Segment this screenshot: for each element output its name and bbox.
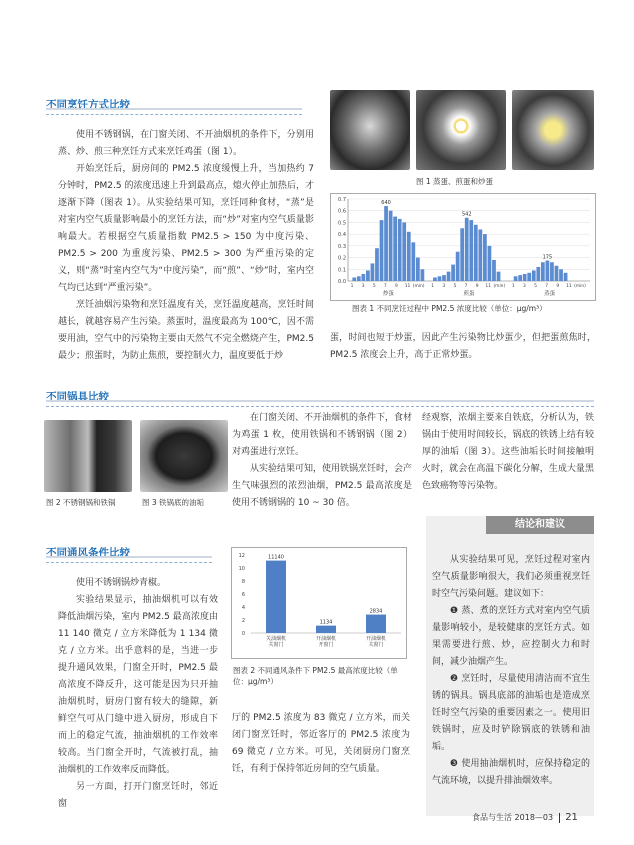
- chart1-ytick-label: 0.2: [338, 255, 346, 262]
- cookware-middle-column: [232, 410, 412, 512]
- chart1-peak-label: 640: [381, 200, 391, 207]
- chart1-xtick-label: 1: [350, 284, 354, 289]
- methods-paragraph-3-continued: 蛋，时间也短于炒蛋，因此产生污染物比炒蛋少，但把蛋煎焦时，PM2.5 浓度会上升，高于正常炒蛋。: [330, 333, 596, 360]
- chart2-category-label: 关窗门: [268, 642, 284, 648]
- conclusion-item-3: ❸ 使用抽油烟机时，应保持稳定的气流环境，以提升排油烟效率。: [432, 759, 590, 786]
- conclusion-item-1: ❶ 蒸、煮的烹饪方式对室内空气质量影响较小，是较健康的烹饪方式。如果需要进行煎、炒，应控制火力和时间，减少油烟产生。: [432, 606, 590, 667]
- chart2-value-label: 11140: [268, 554, 284, 561]
- chart1-bar: [393, 217, 397, 281]
- chart1-bar: [402, 222, 406, 281]
- figure2-caption: 图 2 不锈钢锅和铁锅: [46, 498, 116, 507]
- chart1-ytick-label: 0.5: [338, 220, 346, 227]
- section-rule-methods: [46, 108, 302, 115]
- section-rule-cookware: [46, 400, 594, 407]
- chart1-bar: [361, 274, 365, 281]
- chart1-bar: [514, 276, 518, 281]
- methods-continuation: [330, 330, 596, 364]
- chart1-bar: [442, 275, 446, 281]
- cookware-paragraph-2: 从实验结果可知，使用铁锅烹饪时，会产生气味强烈的浓烈油烟，PM2.5 最高浓度是使用不锈钢锅的 10 ~ 30 倍。: [232, 464, 413, 508]
- chart1-bar: [416, 258, 420, 281]
- chart2-bar: [266, 561, 286, 633]
- chart1-bar: [398, 219, 402, 281]
- chart1-bar: [407, 232, 411, 281]
- methods-paragraph-2: 开始烹饪后，厨房间的 PM2.5 浓度缓慢上升，当加热约 7 分钟时，PM2.5 的浓度迅速上升到最高点，熄火停止加热后，才逐渐下降（图表 1）。从实验结果可知，烹饪同种食材，“蒸”是对室内空气质量影响最小的烹饪方法，而“炒”对室内空气质量影响最大。若根据空气质量指数 PM2.5 > 150 为中度污染、PM2.5 > 200 为重度污染、PM2.5 > 300 为严重污染的定义，则“蒸”时室内空气为“中度污染”，而“煎”、“炒”时，室内空气均已达到“严重污染”。: [58, 164, 314, 293]
- chart2-ytick-label: 10: [238, 566, 245, 572]
- chart2-bar: [316, 626, 336, 633]
- chart1-bar: [474, 225, 478, 281]
- chart1-bar: [389, 211, 393, 281]
- chart1-bar: [518, 275, 522, 281]
- chart1-xtick-label: (min): [574, 284, 586, 289]
- chart1-bar: [541, 262, 545, 281]
- chart1-bar: [438, 276, 442, 281]
- chart2-caption: 图表 2 不同通风条件下 PM2.5 最高浓度比较（单位：μg/m³）: [233, 666, 398, 686]
- chart2-category-label: 开油烟机: [315, 636, 337, 642]
- chart1-bar: [523, 274, 527, 281]
- chart1-xtick-label: 7: [383, 284, 387, 289]
- chart1-xtick-label: 7: [464, 284, 468, 289]
- chart-pm25-ventilation: [231, 547, 407, 659]
- photo-stainless-and-iron-wok: [44, 420, 132, 492]
- conclusion-body: [432, 552, 590, 790]
- chart2-ytick-label: 2: [241, 618, 245, 624]
- chart1-ytick-label: 0.0: [338, 279, 346, 285]
- chart1-xtick-label: 5: [534, 284, 537, 289]
- chart1-bar: [451, 265, 455, 281]
- chart1-bar: [411, 242, 415, 281]
- ventilation-paragraph-3: 另一方面，打开门窗烹饪时，邻近窗: [58, 782, 218, 809]
- chart1-bar: [483, 234, 487, 281]
- chart1-caption: 图表 1 不同烹饪过程中 PM2.5 浓度比较（单位：μg/m³）: [352, 304, 547, 313]
- footer-divider: [559, 813, 560, 823]
- ventilation-paragraph-1: 使用不锈钢锅炒青椒。: [76, 578, 167, 588]
- chart1-xtick-label: 3: [442, 284, 446, 289]
- chart1-xtick-label: 11: [404, 284, 411, 289]
- ventilation-middle-column: [232, 710, 410, 778]
- chart1-group-label: 炒蛋: [382, 291, 394, 297]
- chart2-category-label: 关油烟机: [265, 636, 287, 642]
- footer-page-number: 21: [565, 812, 578, 823]
- footer-magazine: 食品与生活: [472, 813, 512, 822]
- chart1-bar: [433, 277, 437, 281]
- cookware-right-column: [422, 410, 594, 495]
- chart1-ytick-label: 0.4: [338, 232, 346, 239]
- section-rule-ventilation: [46, 556, 212, 563]
- chart2-bar: [366, 615, 386, 633]
- ventilation-left-column: [58, 575, 218, 813]
- chart1-peak-label: 542: [461, 211, 472, 218]
- chart2-ytick-label: 8: [241, 579, 245, 585]
- chart1-bar: [460, 228, 464, 281]
- chart2-value-label: 1134: [319, 619, 333, 626]
- photo-steamed-egg-wok: [330, 90, 410, 170]
- chart2-category-label: 开油烟机: [365, 636, 387, 642]
- chart1-bar: [546, 261, 550, 282]
- chart1-group-label: 煎蛋: [463, 291, 475, 297]
- chart1-bar: [421, 269, 425, 281]
- section-heading-methods: 不同烹饪方式比较: [46, 99, 130, 111]
- page-footer: [472, 812, 578, 823]
- chart1-bar: [366, 270, 370, 281]
- chart1-xtick-label: 7: [545, 284, 549, 289]
- photo-iron-wok-grease: [140, 420, 228, 492]
- chart2-ytick-label: 4: [241, 605, 245, 611]
- chart2-ytick-label: 0: [241, 631, 245, 637]
- footer-issue: 2018—03: [514, 813, 554, 822]
- cookware-paragraph-3: 经观察，浓烟主要来自铁底，分析认为，铁锅由于使用时间较长，锅底的铁锈上结有较厚的油垢（图 3）。这些油垢长时间接触明火时，就会在高温下碳化分解，生成大量黑色致癌物等污染物。: [422, 413, 594, 491]
- chart1-bar: [469, 220, 473, 281]
- chart1-xtick-label: (min): [493, 284, 506, 289]
- chart1-bar: [357, 276, 361, 281]
- section-heading-ventilation: 不同通风条件比较: [46, 547, 130, 559]
- chart1-xtick-label: 1: [511, 284, 515, 289]
- chart1-bar: [564, 273, 568, 281]
- photo-scrambled-egg-pan: [512, 90, 594, 170]
- chart1-bar: [375, 248, 379, 281]
- chart1-bar: [380, 220, 384, 281]
- chart1-ytick-label: 0.1: [338, 267, 346, 274]
- conclusion-heading: 结论和建议: [515, 519, 565, 530]
- chart2-ytick-label: 6: [241, 592, 245, 598]
- chart2-ytick-label: 12: [238, 553, 245, 559]
- chart1-bar: [527, 273, 531, 281]
- ventilation-paragraph-2: 实验结果显示，抽油烟机可以有效降低油烟污染，室内 PM2.5 最高浓度由 11 140 微克 / 立方米降低为 1 134 微克 / 立方米。出乎意料的是，当进一步提升通风效果，门窗全开时，PM2.5 最高浓度不降反升，这可能是因为只开抽油烟机时，厨房门窗有较大的缝隙，新鲜空气可从门缝中进入厨房，形成自下而上的稳定气流，抽油烟机的工作效率较高。当门窗全开时，气流被打乱，抽油烟机的工作效率反而降低。: [58, 595, 218, 775]
- cookware-paragraph-1: 在门窗关闭、不开油烟机的条件下，食材为鸡蛋 1 枚，使用铁锅和不锈钢锅（图 2）对鸡蛋进行烹饪。: [232, 413, 413, 457]
- chart1-bar: [456, 252, 460, 281]
- chart1-xtick-label: 9: [475, 284, 479, 289]
- chart1-xtick-label: 3: [523, 284, 526, 289]
- section-heading-cookware: 不同锅具比较: [46, 391, 109, 403]
- chart1-xtick-label: 5: [372, 284, 376, 289]
- methods-paragraph-3: 烹饪油烟污染物和烹饪温度有关，烹饪温度越高，烹饪时间越长，就越容易产生污染。蒸蛋时，温度最高为 100℃，因不需要用油，空气中的污染物主要由天然气不完全燃烧产生，PM2.5 最少；煎蛋时，为防止焦煎，要控制火力，温度要低于炒: [58, 300, 314, 361]
- chart1-xtick-label: (min): [412, 284, 425, 289]
- chart1-bar: [465, 218, 469, 281]
- chart2-category-label: 开窗门: [318, 642, 334, 648]
- chart1-xtick-label: 3: [361, 284, 365, 289]
- chart1-bar: [532, 270, 536, 281]
- chart1-bar: [447, 272, 451, 281]
- chart1-ytick-label: 0.3: [338, 243, 346, 250]
- chart1-ytick-label: 0.6: [338, 208, 346, 215]
- chart2-value-label: 2834: [369, 608, 383, 615]
- conclusion-item-2: ❷ 烹饪时，尽量使用清洁而不宜生锈的锅具。锅具底部的油垢也是造成烹饪时空气污染的重要因素之一。使用旧铁锅时，应及时铲除锅底的铁锈和油垢。: [432, 674, 590, 752]
- figure3-caption: 图 3 铁锅底的油垢: [142, 498, 205, 507]
- chart1-bar: [550, 262, 554, 281]
- chart1-xtick-label: 9: [395, 284, 398, 289]
- chart1-xtick-label: 9: [556, 284, 560, 289]
- chart1-bar: [559, 269, 563, 281]
- chart1-bar: [555, 266, 559, 281]
- chart1-peak-label: 175: [542, 254, 553, 261]
- chart1-xtick-label: 11: [485, 284, 492, 289]
- chart1-ytick-label: 0.7: [338, 197, 346, 203]
- chart2-category-label: 关窗门: [368, 642, 384, 648]
- photo-fried-egg-pan: [416, 90, 506, 170]
- conclusion-intro: 从实验结果可见，烹饪过程对室内空气质量影响很大，我们必须重视烹饪时空气污染问题。建议如下：: [432, 555, 590, 599]
- chart1-bar: [497, 272, 501, 281]
- chart-pm25-cooking: [330, 193, 596, 301]
- chart1-bar: [352, 277, 356, 281]
- chart1-bar: [478, 229, 482, 281]
- conclusion-box: [426, 516, 594, 816]
- chart1-bar: [371, 263, 375, 281]
- figure1-caption: 图 1 蒸蛋、煎蛋和炒蛋: [416, 177, 494, 186]
- chart1-xtick-label: 1: [431, 284, 435, 289]
- conclusion-heading-bar: [486, 516, 594, 534]
- chart1-bar: [384, 206, 388, 281]
- ventilation-paragraph-4: 厅的 PM2.5 浓度为 83 微克 / 立方米，而关闭门窗烹饪时，邻近客厅的 PM2.5 浓度为 69 微克 / 立方米。可见，关闭厨房门窗烹饪，有利于保持邻近房间的空气质量。: [232, 713, 410, 774]
- chart1-xtick-label: 5: [453, 284, 457, 289]
- chart1-bar: [536, 267, 540, 281]
- chart1-group-label: 蒸蛋: [544, 291, 556, 297]
- chart1-xtick-label: 11: [566, 284, 572, 289]
- methods-body: [58, 127, 314, 365]
- chart1-bar: [488, 246, 492, 281]
- chart1-bar: [492, 260, 496, 281]
- methods-paragraph-1: 使用不锈钢锅，在门窗关闭、不开油烟机的条件下，分别用蒸、炒、煎三种烹饪方式来烹饪鸡蛋（图 1）。: [58, 130, 314, 157]
